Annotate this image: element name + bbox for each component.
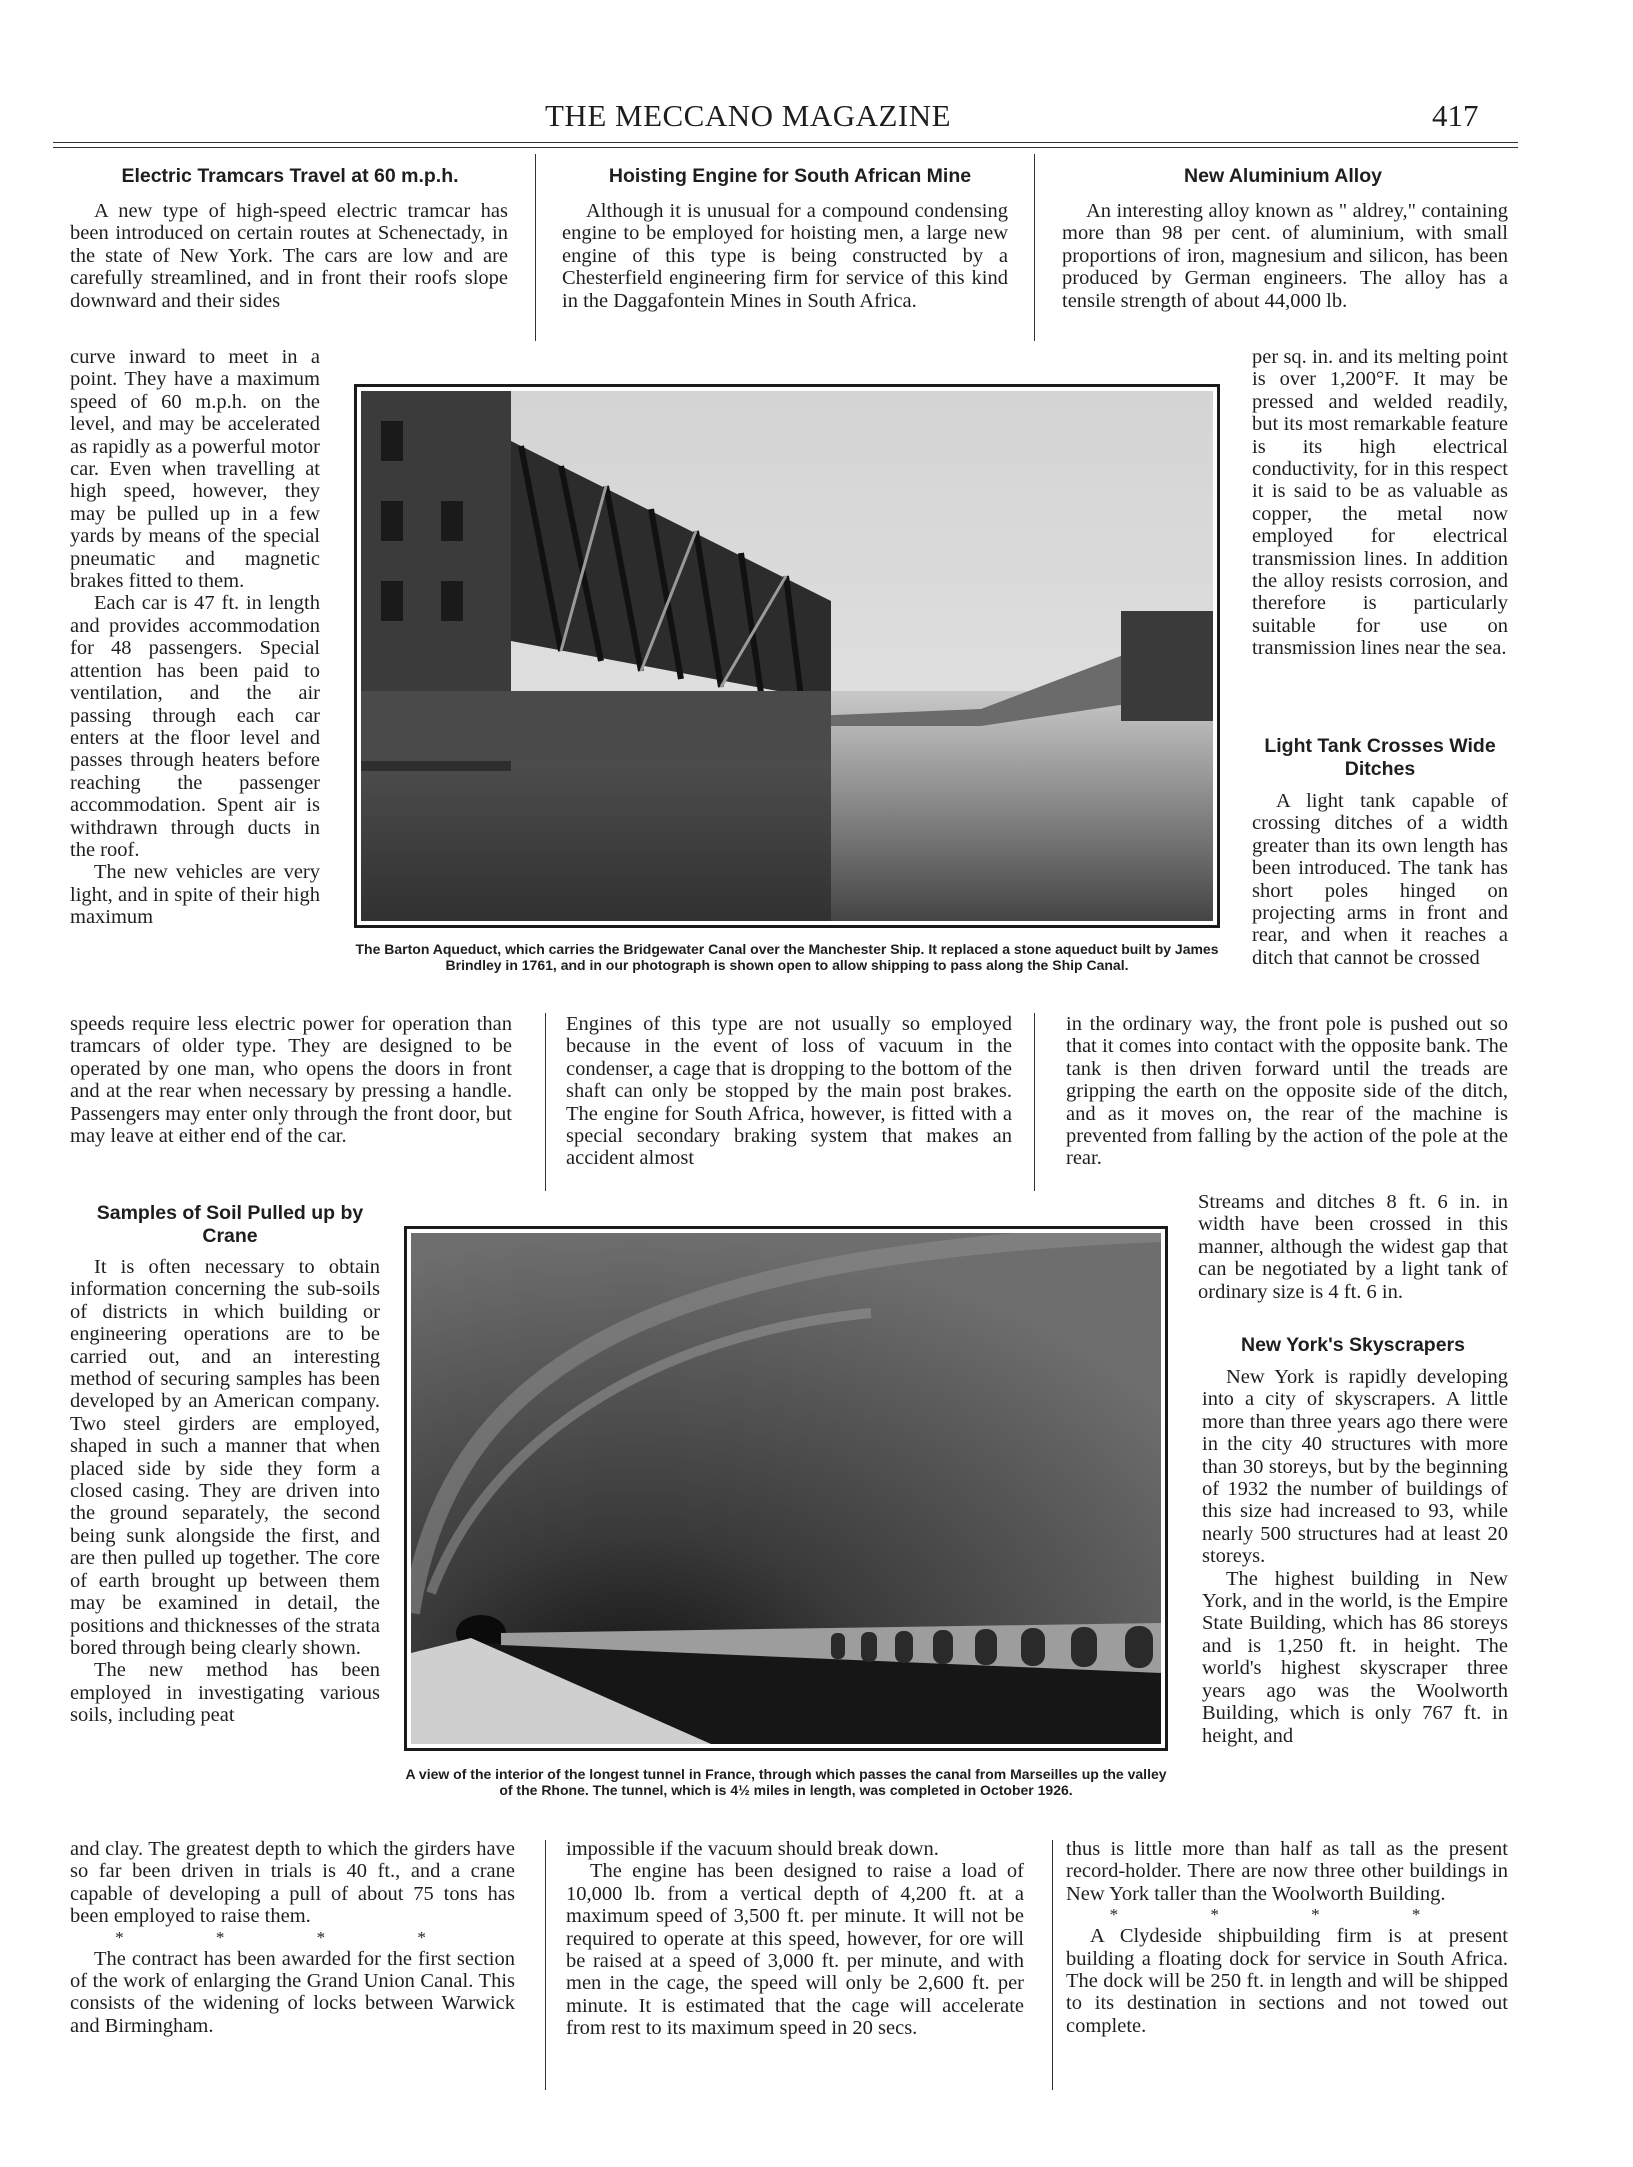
light-tank-paragraph: Streams and ditches 8 ft. 6 in. in width have been crossed in this manner, although the widest gap that can be negotiated by a light tank of ordinary size is 4 ft. 6 in. xyxy=(1198,1191,1508,1303)
magazine-title: THE MECCANO MAGAZINE xyxy=(545,98,952,133)
section-separator: * * * * xyxy=(1109,1905,1465,1925)
header-rule-thin xyxy=(53,147,1518,148)
hoisting-engine-heading: Hoisting Engine for South African Mine xyxy=(608,165,972,187)
tunnel-caption: A view of the interior of the longest tunnel in France, through which passes the canal from Marseilles up the valley of the Rhone. The tunnel, which is 4½ miles in length, was completed in October 1926. xyxy=(405,1766,1167,1798)
page-number: 417 xyxy=(1432,98,1479,133)
tramcars-heading: Electric Tramcars Travel at 60 m.p.h. xyxy=(121,165,459,187)
section-separator: * * * * xyxy=(115,1927,470,1947)
light-tank-paragraph: in the ordinary way, the front pole is pushed out so that it comes into contact with the opposite bank. The tank is then driven forward until the treads are gripping the earth on the opposite side of the ditch, and as it moves on, the rear of the machine is prevented from falling by the action of the pole at the rear. xyxy=(1066,1013,1508,1170)
aqueduct-caption: The Barton Aqueduct, which carries the Bridgewater Canal over the Manchester Ship. It replaced a stone aqueduct built by James Brindley in 1761, and in our photograph is shown open to allow shipping to pass along the Ship Canal. xyxy=(355,941,1219,973)
aluminium-alloy-paragraph: An interesting alloy known as " aldrey," containing more than 98 per cent. of aluminium, with small proportions of iron, magnesium and silicon, has been produced by German engineers. The alloy has a tensile strength of about 44,000 lb. xyxy=(1062,200,1508,312)
aluminium-alloy-paragraph: per sq. in. and its melting point is over 1,200°F. It may be pressed and welded readily, but its most remarkable feature is its high electrical conductivity, for in this respect it is said to be as valuable as copper, the metal now employed for electrical transmission lines. In addition the alloy resists corrosion, and therefore is particularly suitable for use on transmission lines near the sea. xyxy=(1252,346,1508,660)
hoisting-engine-paragraph: Engines of this type are not usually so employed because in the event of loss of vacuum in the condenser, a cage that is dropping to the bottom of the shaft can only be stopped by the main post brakes. The engine for South Africa, however, is fitted with a special secondary braking system that makes an accident almost xyxy=(566,1013,1012,1170)
column-divider xyxy=(1034,154,1035,341)
skyscrapers-heading: New York's Skyscrapers xyxy=(1241,1334,1465,1356)
light-tank-paragraph: A light tank capable of crossing ditches of a width greater than its own length has been introduced. The tank has short poles hinged on projecting arms in front and rear, and when it reaches a ditch that cannot be crossed xyxy=(1252,790,1508,969)
soil-samples-heading: Samples of Soil Pulled up by Crane xyxy=(96,1202,364,1247)
soil-samples-paragraph: and clay. The greatest depth to which the girders have so far been driven in trials is 40 ft., and a crane capable of developing a pull of about 75 tons has been employed to raise them. * * * * The contract has been awarded for the first section of the work of enlarging the Grand Union Canal. This consists of the widening of locks between Warwick and Birmingham. xyxy=(70,1838,515,2037)
tramcars-paragraph: speeds require less electric power for operation than tramcars of older type. They are designed to be operated by one man, who opens the doors in front and at the rear when necessary by pressing a handle. Passengers may enter only through the front door, but may leave at either end of the car. xyxy=(70,1013,512,1148)
column-divider xyxy=(545,1013,546,1191)
soil-samples-paragraph: It is often necessary to obtain information concerning the sub-soils of districts in which building or engineering operations are to be carried out, and an interesting method of securing samples has been developed by an American company. Two steel girders are employed, shaped in such a manner that when placed side by side they form a closed casing. They are driven into the ground separately, the second being sunk alongside the first, and are then pulled up together. The core of earth brought up between them may be examined in detail, the positions and thicknesses of the strata bored through being clearly shown. The new method has been employed in investigating various soils, including peat xyxy=(70,1256,380,1727)
hoisting-engine-paragraph: Although it is unusual for a compound condensing engine to be employed for hoisting men, a large new engine of this type is being constructed by a Chesterfield engineering firm for service of this kind in the Daggafontein Mines in South Africa. xyxy=(562,200,1008,312)
header-rule xyxy=(53,142,1518,143)
rhone-tunnel-photo xyxy=(404,1226,1168,1751)
aqueduct-illustration xyxy=(361,391,1213,921)
column-divider xyxy=(545,1840,546,2090)
aluminium-alloy-heading: New Aluminium Alloy xyxy=(1184,165,1382,187)
column-divider xyxy=(1052,1840,1053,2090)
tramcars-paragraph: curve inward to meet in a point. They have a maximum speed of 60 m.p.h. on the level, and may be accelerated as rapidly as a powerful motor car. Even when travelling at high speed, however, they may be pulled up in a few yards by means of the special pneumatic and magnetic brakes fitted to them. Each car is 47 ft. in length and provides accommodation for 48 passengers. Special attention has been paid to ventilation, and the air passing through each car enters at the floor level and passes through heaters before reaching the passenger accommodation. Spent air is withdrawn through ducts in the roof. The new vehicles are very light, and in spite of their high maximum xyxy=(70,346,320,929)
hoisting-engine-paragraph: impossible if the vacuum should break down. The engine has been designed to raise a load of 10,000 lb. from a vertical depth of 4,200 ft. at a maximum speed of 3,500 ft. per minute. It will not be required to operate at this speed, however, for ore will be raised at a speed of 3,000 ft. per minute, and with men in the cage, the speed will only be 2,600 ft. per minute. It is estimated that the cage will accelerate from rest to its maximum speed in 20 secs. xyxy=(566,1838,1024,2040)
barton-aqueduct-photo xyxy=(354,384,1220,928)
column-divider xyxy=(535,154,536,341)
light-tank-heading: Light Tank Crosses Wide Ditches xyxy=(1264,735,1496,780)
column-divider xyxy=(1034,1013,1035,1191)
tramcars-paragraph: A new type of high-speed electric tramcar has been introduced on certain routes at Schenectady, in the state of New York. The cars are low and are carefully streamlined, and in front their roofs slope downward and their sides xyxy=(70,200,508,312)
tunnel-illustration xyxy=(411,1233,1161,1744)
skyscrapers-paragraph: thus is little more than half as tall as the present record-holder. There are now three other buildings in New York taller than the Woolworth Building. * * * * A Clydeside shipbuilding firm is at present building a floating dock for service in South Africa. The dock will be 250 ft. in length and will be shipped to its destination in sections and not towed out complete. xyxy=(1066,1838,1508,2037)
skyscrapers-paragraph: New York is rapidly developing into a city of skyscrapers. A little more than three years ago there were in the city 40 structures with more than 30 storeys, but by the beginning of 1932 the number of buildings of this size had increased to 93, while nearly 500 structures had at least 20 storeys. The highest building in New York, and in the world, is the Empire State Building, which has 86 storeys and is 1,250 ft. in height. The world's highest skyscraper three years ago was the Woolworth Building, which is only 767 ft. in height, and xyxy=(1202,1366,1508,1747)
